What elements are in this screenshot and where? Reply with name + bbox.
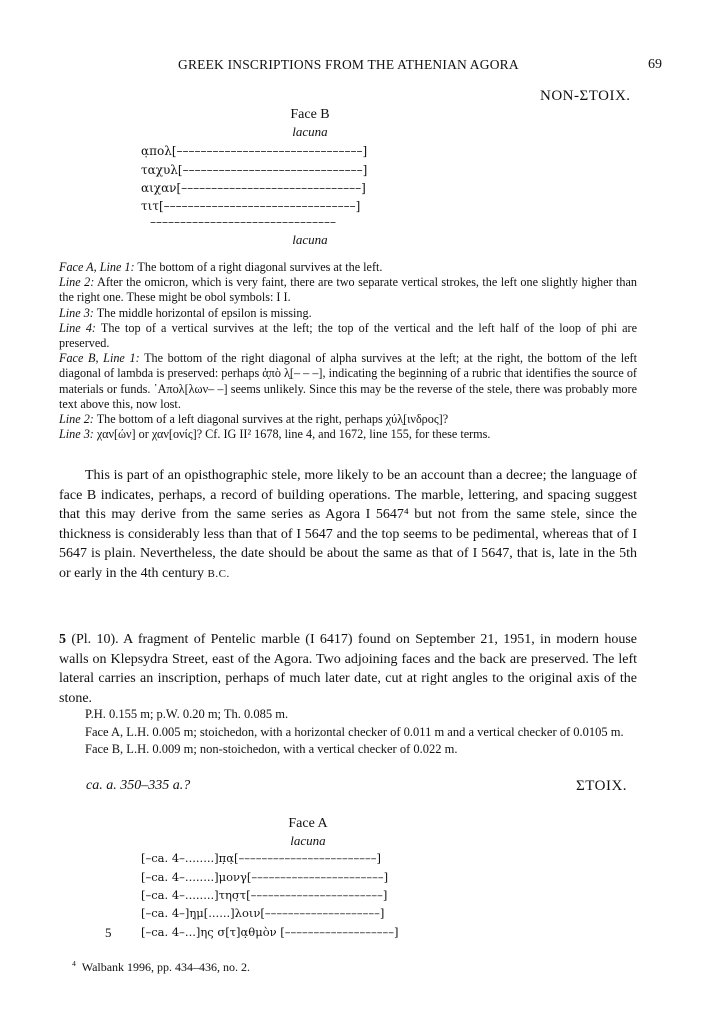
face-a-line-1: [–ca. 4–........]π̣α̣[––––––––––––––––––––––––] <box>141 851 381 865</box>
footnote <box>72 960 250 975</box>
footnote-mark: 4 <box>72 959 76 968</box>
face-b-description: Face B, L.H. 0.009 m; non-stoichedon, with a vertical checker of 0.022 m. <box>85 742 458 756</box>
face-a-title: Face A <box>288 816 328 831</box>
note-face-a-line-1: Face A, Line 1: The bottom of a right diagonal survives at the left. <box>59 260 383 274</box>
entry-5-measurements <box>59 706 637 759</box>
face-a-line-5: [–ca. 4–...]ης σ[τ]α̣θμὸν [–––––––––––––––––––] <box>141 925 399 939</box>
note-line-3: Line 3: The middle horizontal of epsilon is missing. <box>59 305 312 320</box>
dimensions: P.H. 0.155 m; p.W. 0.20 m; Th. 0.085 m. <box>85 707 289 721</box>
discussion-paragraph <box>59 466 637 584</box>
face-a-lacuna-top: lacuna <box>290 833 326 848</box>
page-number: 69 <box>648 57 662 72</box>
face-a-line-4: [–ca. 4–]η̣μ[......]λοιν[––––––––––––––––––––] <box>141 906 385 920</box>
note-line-4: Line 4: The top of a vertical survives at the left; the top of the vertical and the left half of the loop of phi are preserved. <box>59 320 637 351</box>
entry-5-text: (Pl. 10). A fragment of Pentelic marble (I 6417) found on September 21, 1951, in modern house walls on Klepsydra Street, east of the Agora. Two adjoining faces and the back are preserved. The left lateral carries an inscription, perhaps of much later date, cut at right angles to the original axis of the stone. <box>59 632 637 706</box>
entry-5-description <box>59 630 637 708</box>
face-b-title: Face B <box>290 107 330 122</box>
note-face-b-line-1: Face B, Line 1: The bottom of the right diagonal of alpha survives at the left; at the right, the bottom of the left diagonal of lambda is preserved: perhaps ἀ̣πὸ λ̣[– – –], indicating the beginning of a rubric that identifies the source of materials or funds. ᾿Απολ[λων– –] seems unlikely. Since this may be the reverse of the stele, there was probably more text above this, now lost. <box>59 351 637 411</box>
note-line-2: Line 2: After the omicron, which is very faint, there are two separate vertical strokes, the left one slightly higher than the right one. These might be obol symbols: I I. <box>59 275 637 305</box>
face-a-description: Face A, L.H. 0.005 m; stoichedon, with a horizontal checker of 0.011 m and a vertical checker of 0.0105 m. <box>85 724 624 739</box>
note-face-b-line-2: Line 2: The bottom of a left diagonal survives at the right, perhaps χύλ̣[ινδρος]? <box>59 412 449 427</box>
face-b-lacuna-top: lacuna <box>292 124 328 139</box>
line-number-5: 5 <box>105 925 112 940</box>
footnote-text: Walbank 1996, pp. 434–436, no. 2. <box>81 960 251 974</box>
face-b-lacuna-bottom: lacuna <box>292 232 328 247</box>
discussion-text: This is part of an opisthographic stele, more likely to be an account than a decree; the language of face B indicates, perhaps, a record of building operations. The marble, lettering, and spacing suggest that this may derive from the same series as Agora I 5647⁴ but not from the same stele, since the thickness is considerably less than that of I 5647 and the top seems to be pedimental, whereas that of I 5647 is plain. Nevertheless, the date should be about the same as that of I 5647, that is, late in the 5th or early in the 4th century <box>59 468 637 581</box>
entry-5-date: ca. a. 350–335 a.? <box>86 778 191 793</box>
face-b-line-1: α̣πολ[–––––––––––––––––––––––––––––––] <box>141 144 368 158</box>
face-a-line-3: [–ca. 4–........]τησ̣τ[–––––––––––––––––––––––] <box>141 888 388 902</box>
style-label-stoich: ΣΤΟΙΧ. <box>576 778 628 794</box>
note-face-b-line-3: Line 3: χαν[ών] or χαν[ονίς]? Cf. IG II² 1678, line 4, and 1672, line 155, for these terms. <box>59 427 491 442</box>
running-title: GREEK INSCRIPTIONS FROM THE ATHENIAN AGORA <box>178 57 519 72</box>
face-a-line-2: [–ca. 4–........]μονγ[–––––––––––––––––––––––] <box>141 870 389 884</box>
critical-notes <box>59 260 637 442</box>
face-b-line-2: ταχυλ[––––––––––––––––––––––––––––––] <box>141 163 368 177</box>
face-b-line-4: τιτ[––––––––––––––––––––––––––––––––] <box>141 199 361 213</box>
era-label: B.C. <box>207 567 230 580</box>
face-b-line-3: αιχαν[––––––––––––––––––––––––––––––] <box>141 181 366 195</box>
face-b-line-5: ––––––––––––––––––––––––––––––– <box>150 215 336 229</box>
style-label-non-stoich: NON-ΣΤΟΙΧ. <box>540 88 631 104</box>
entry-number: 5 <box>59 632 66 647</box>
